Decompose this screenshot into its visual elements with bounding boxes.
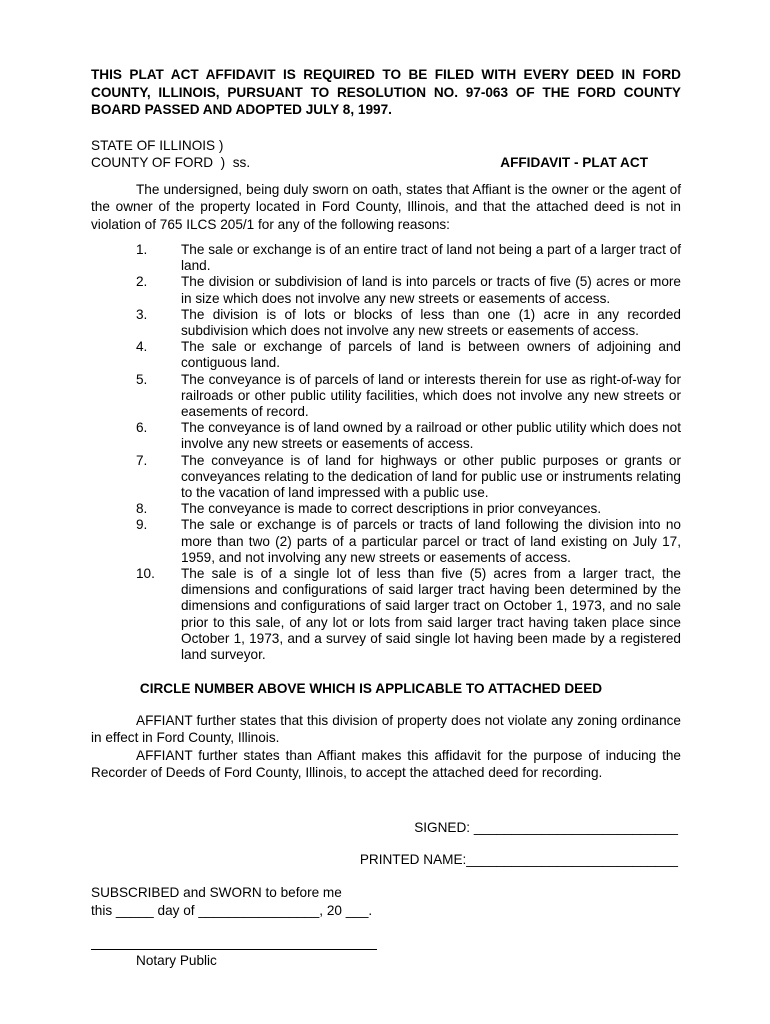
reason-text: The conveyance is made to correct descriptions in prior conveyances. xyxy=(181,501,602,517)
affidavit-page xyxy=(91,66,681,969)
reason-number-wrap xyxy=(91,274,181,306)
reason-number-wrap xyxy=(91,339,181,371)
reason-number-wrap xyxy=(91,372,181,421)
reason-item[interactable] xyxy=(91,242,681,274)
reason-item[interactable] xyxy=(91,453,681,502)
reason-number[interactable]: 1. xyxy=(136,242,148,257)
document-heading: THIS PLAT ACT AFFIDAVIT IS REQUIRED TO BE FILED WITH EVERY DEED IN FORD COUNTY, ILLINOIS, PURSUANT TO RESOLUTION NO. 97-063 OF THE FORD COUNTY BOARD PASSED AND ADOPTED JULY 8, 1997. xyxy=(91,67,681,117)
reason-number-wrap xyxy=(91,453,181,502)
signature-block xyxy=(91,819,681,868)
reason-number[interactable]: 5. xyxy=(136,371,148,387)
reason-number[interactable]: 2. xyxy=(136,274,148,290)
reason-number-wrap xyxy=(91,501,181,517)
reason-number[interactable]: 6. xyxy=(136,420,148,436)
reason-item[interactable] xyxy=(91,307,681,339)
reason-number[interactable]: 3. xyxy=(136,306,148,322)
affidavit-title: AFFIDAVIT - PLAT ACT xyxy=(500,155,648,170)
reason-number[interactable]: 8. xyxy=(136,501,148,517)
recorder-paragraph: AFFIANT further states than Affiant makes this affidavit for the purpose of inducing the Recorder of Deeds of Ford County, Illinois, to accept the attached deed for recording. xyxy=(91,747,681,781)
county-line: COUNTY OF FORD ) ss. xyxy=(91,155,251,170)
subscribed-line: SUBSCRIBED and SWORN to before me xyxy=(91,884,342,900)
notary-signature-line[interactable] xyxy=(91,949,377,950)
reason-text: The conveyance is of land owned by a railroad or other public utility which does not involve any new streets or easements of access. xyxy=(181,420,681,452)
intro-paragraph: The undersigned, being duly sworn on oath, states that Affiant is the owner or the agent of the owner of the property located in Ford County, Illinois, and that the attached deed is not in violation of 765 ILCS 205/1 for any of the following reasons: xyxy=(91,181,681,232)
venue-block xyxy=(91,137,681,172)
zoning-paragraph: AFFIANT further states that this division of property does not violate any zoning ordinance in effect in Ford County, Illinois. xyxy=(91,712,681,746)
reason-text: The division or subdivision of land is into parcels or tracts of five (5) acres or more in size which does not involve any new streets or easements of access. xyxy=(181,274,681,306)
reason-item[interactable] xyxy=(91,517,681,566)
reason-number[interactable]: 10. xyxy=(136,566,155,582)
reason-item[interactable] xyxy=(91,501,681,517)
reason-text: The sale or exchange is of parcels or tracts of land following the division into no more than two (2) parts of a particular parcel or tract of land existing on July 17, 1959, and not involving any new streets or easements of access. xyxy=(181,517,681,565)
reason-item[interactable] xyxy=(91,566,681,663)
reason-text: The division is of lots or blocks of less than one (1) acre in any recorded subdivision which does not involve any new streets or easements of access. xyxy=(181,306,681,339)
reason-text: The sale or exchange is of an entire tract of land not being a part of a larger tract of land. xyxy=(181,242,681,274)
reason-text: The sale or exchange of parcels of land is between owners of adjoining and contiguous land. xyxy=(181,339,681,371)
reason-text: The conveyance is of parcels of land or interests therein for use as right-of-way for railroads or other public utility facilities, which does not involve any new streets or easements of record. xyxy=(181,371,681,420)
printed-name-field[interactable]: PRINTED NAME:____________________________ xyxy=(359,851,678,867)
reason-text: The sale is of a single lot of less than five (5) acres from a larger tract, the dimensions and configurations of said larger tract having been determined by the dimensions and configurations of said larger tract on October 1, 1973, and no sale prior to this sale, of any lot or lots from said larger tract having taken place since October 1, 1973, and a survey of said single lot having been made by a registered land surveyor. xyxy=(181,566,681,663)
reason-number-wrap xyxy=(91,517,181,566)
county-row xyxy=(91,154,681,172)
reason-item[interactable] xyxy=(91,274,681,306)
reason-text: The conveyance is of land for highways or other public purposes or grants or conveyances relating to the dedication of land for public use or instruments relating to the vacation of land impressed with a public use. xyxy=(181,452,681,501)
signed-field[interactable]: SIGNED: ___________________________ xyxy=(414,819,678,835)
notary-label: Notary Public xyxy=(136,952,217,968)
reason-number[interactable]: 7. xyxy=(136,452,148,468)
state-line: STATE OF ILLINOIS ) xyxy=(91,137,224,153)
reason-item[interactable] xyxy=(91,339,681,371)
reason-number-wrap xyxy=(91,242,181,274)
reasons-list xyxy=(91,242,681,663)
circle-instruction: CIRCLE NUMBER ABOVE WHICH IS APPLICABLE TO ATTACHED DEED xyxy=(139,681,603,697)
reason-number-wrap xyxy=(91,566,181,663)
reason-item[interactable] xyxy=(91,420,681,452)
reason-item[interactable] xyxy=(91,372,681,421)
reason-number-wrap xyxy=(91,307,181,339)
date-field[interactable]: this _____ day of ________________, 20 ___. xyxy=(91,902,373,918)
reason-number[interactable]: 9. xyxy=(136,517,148,533)
reason-number[interactable]: 4. xyxy=(136,339,148,355)
reason-number-wrap xyxy=(91,420,181,452)
notary-jurat xyxy=(91,884,681,920)
